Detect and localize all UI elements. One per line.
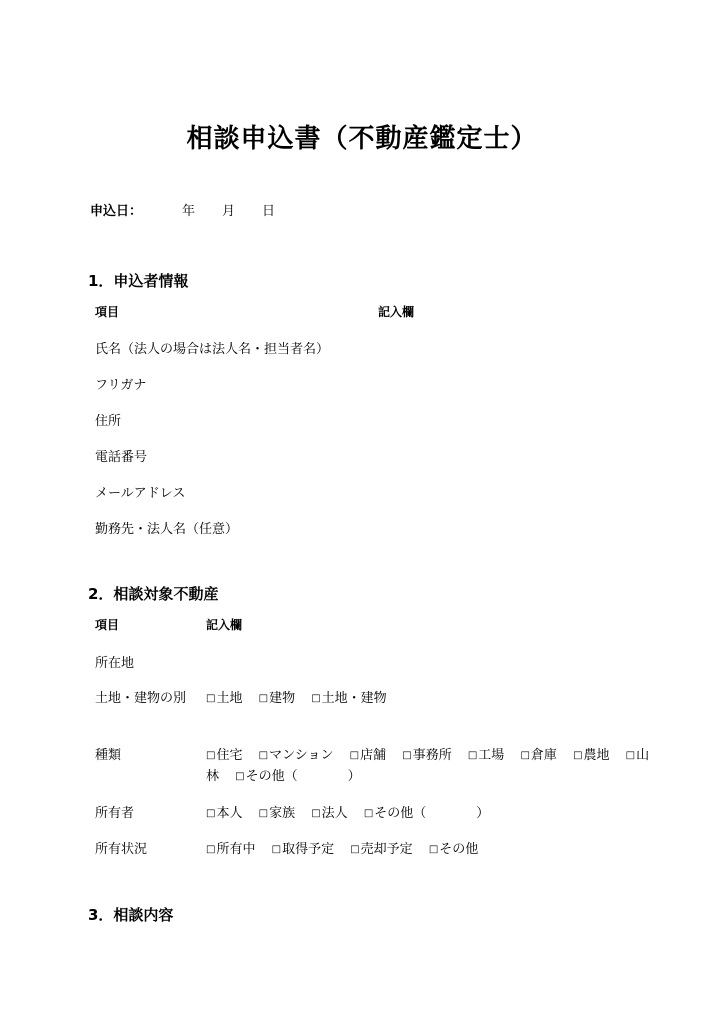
type-option-farmland[interactable]: □農地 bbox=[573, 748, 610, 763]
date-day-label: 日 bbox=[262, 204, 276, 219]
checkbox-icon[interactable]: □ bbox=[350, 844, 360, 855]
status-option-other[interactable]: □その他 bbox=[428, 842, 479, 857]
section2-heading: 2．相談対象不動産 bbox=[88, 585, 219, 603]
owner-option-corporation[interactable]: □法人 bbox=[311, 806, 348, 821]
section3-heading: 3．相談内容 bbox=[88, 906, 174, 924]
checkbox-icon[interactable]: □ bbox=[573, 750, 583, 761]
checkbox-icon[interactable]: □ bbox=[271, 844, 282, 855]
status-options bbox=[206, 838, 490, 857]
field-employer-label: 勤務先・法人名（任意） bbox=[95, 522, 239, 537]
type-option-factory[interactable]: □工場 bbox=[467, 748, 505, 763]
checkbox-icon[interactable]: □ bbox=[349, 750, 360, 761]
owner-options bbox=[206, 802, 501, 821]
checkbox-icon[interactable]: □ bbox=[402, 750, 412, 761]
type-option-condo[interactable]: □マンション bbox=[258, 748, 334, 763]
field-land-building-label: 土地・建物の別 bbox=[95, 691, 187, 706]
checkbox-icon[interactable]: □ bbox=[206, 693, 216, 704]
status-option-acquiring[interactable]: □取得予定 bbox=[271, 842, 335, 857]
type-option-forest[interactable]: □山 bbox=[625, 748, 650, 763]
checkbox-icon[interactable]: □ bbox=[467, 750, 478, 761]
type-option-forest-continued: 林 bbox=[206, 769, 220, 784]
type-options-line2 bbox=[206, 765, 373, 784]
type-option-other[interactable]: □その他（ ） bbox=[235, 769, 361, 784]
checkbox-icon[interactable]: □ bbox=[520, 750, 530, 761]
field-location-label: 所在地 bbox=[95, 656, 135, 671]
field-phone-label: 電話番号 bbox=[95, 450, 148, 465]
checkbox-icon[interactable]: □ bbox=[235, 771, 245, 782]
type-option-office[interactable]: □事務所 bbox=[402, 748, 452, 763]
date-month-label: 月 bbox=[222, 204, 236, 219]
checkbox-icon[interactable]: □ bbox=[258, 750, 269, 761]
checkbox-icon[interactable]: □ bbox=[311, 808, 321, 819]
checkbox-icon[interactable]: □ bbox=[363, 808, 374, 819]
field-address-label: 住所 bbox=[95, 414, 122, 429]
field-owner-label: 所有者 bbox=[95, 806, 135, 821]
checkbox-icon[interactable]: □ bbox=[206, 750, 216, 761]
section2-col-entry: 記入欄 bbox=[206, 618, 243, 632]
land-building-options bbox=[206, 687, 399, 706]
type-option-warehouse[interactable]: □倉庫 bbox=[520, 748, 557, 763]
type-options-line1 bbox=[206, 744, 649, 763]
checkbox-icon[interactable]: □ bbox=[311, 693, 321, 704]
section1-heading: 1．申込者情報 bbox=[88, 272, 189, 290]
checkbox-icon[interactable]: □ bbox=[258, 808, 269, 819]
type-option-store[interactable]: □店舗 bbox=[349, 748, 387, 763]
section1-col-entry: 記入欄 bbox=[378, 305, 415, 319]
checkbox-icon[interactable]: □ bbox=[206, 844, 216, 855]
section2-col-item: 項目 bbox=[95, 618, 120, 632]
checkbox-icon[interactable]: □ bbox=[258, 693, 269, 704]
owner-option-self[interactable]: □本人 bbox=[206, 806, 243, 821]
field-name-label: 氏名（法人の場合は法人名・担当者名） bbox=[95, 342, 330, 357]
land-building-option-land[interactable]: □土地 bbox=[206, 691, 243, 706]
date-year-label: 年 bbox=[182, 204, 196, 219]
date-label: 申込日： bbox=[90, 204, 143, 219]
type-option-house[interactable]: □住宅 bbox=[206, 748, 243, 763]
status-option-selling[interactable]: □売却予定 bbox=[350, 842, 413, 857]
checkbox-icon[interactable]: □ bbox=[206, 808, 216, 819]
land-building-option-both[interactable]: □土地・建物 bbox=[311, 691, 387, 706]
checkbox-icon[interactable]: □ bbox=[625, 750, 636, 761]
field-furigana-label: フリガナ bbox=[95, 378, 147, 393]
section1-col-item: 項目 bbox=[95, 305, 120, 319]
field-status-label: 所有状況 bbox=[95, 842, 148, 857]
field-type-label: 種類 bbox=[95, 748, 122, 763]
checkbox-icon[interactable]: □ bbox=[428, 844, 439, 855]
status-option-owned[interactable]: □所有中 bbox=[206, 842, 256, 857]
owner-option-other[interactable]: □その他（ ） bbox=[363, 806, 490, 821]
land-building-option-building[interactable]: □建物 bbox=[258, 691, 296, 706]
owner-option-family[interactable]: □家族 bbox=[258, 806, 296, 821]
document-title: 相談申込書（不動産鑑定士） bbox=[186, 124, 538, 154]
field-email-label: メールアドレス bbox=[95, 486, 186, 501]
